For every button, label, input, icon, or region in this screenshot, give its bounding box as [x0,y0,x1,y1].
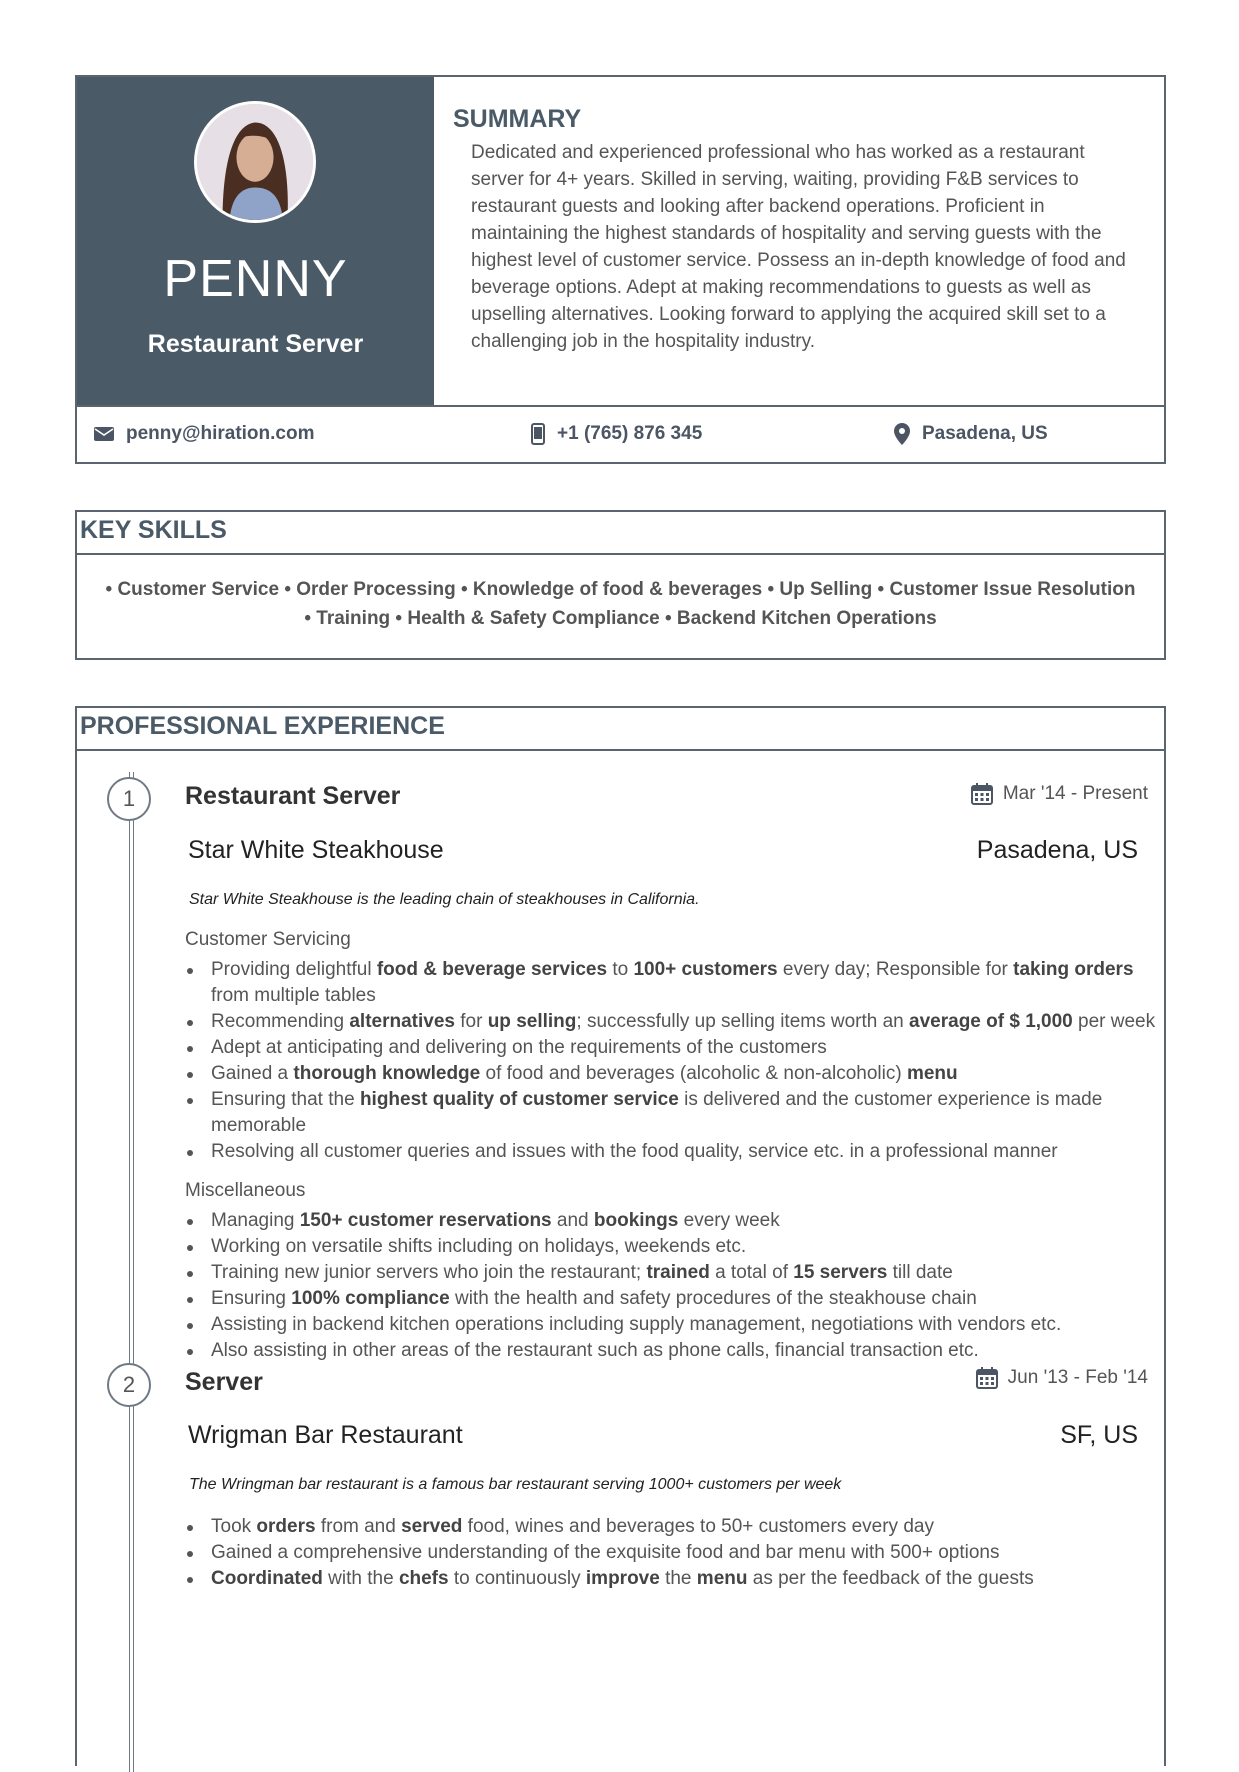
contact-phone[interactable] [531,423,702,445]
job-dates-text: Mar '14 - Present [1002,783,1148,804]
bullet-list [185,1514,1171,1592]
experience-section [75,706,1166,1766]
bullet-highlight: Coordinated [211,1568,323,1589]
job-number-badge: 1 [107,777,151,821]
bullet-highlight: 15 servers [793,1262,888,1283]
job-dates-text: Jun '13 - Feb '14 [1007,1367,1148,1388]
avatar [194,101,316,223]
bullet-group-heading: Customer Servicing [185,929,351,950]
bullet-item: Ensuring that the highest quality of customer service is delivered and the customer experience is made memorable [211,1087,1171,1139]
bullet-item: Ensuring 100% compliance with the health and safety procedures of the steakhouse chain [211,1286,1171,1312]
bullet-list [185,957,1171,1165]
bullet-highlight: orders [256,1516,316,1537]
bullet-item: Coordinated with the chefs to continuously improve the menu as per the feedback of the guests [211,1566,1171,1592]
bullet-highlight: 150+ customer reservations [299,1210,552,1231]
job-dates [976,1367,1148,1389]
key-skills-section [75,510,1166,660]
bullet-highlight: trained [646,1262,710,1283]
phone-text: +1 (765) 876 345 [557,423,703,444]
bullet-highlight: chefs [398,1568,449,1589]
bullet-item: Gained a thorough knowledge of food and beverages (alcoholic & non-alcoholic) menu [211,1061,1171,1087]
bullet-highlight: alternatives [349,1011,455,1032]
contact-location [894,423,1048,445]
header-card [75,75,1166,464]
profile-panel [77,77,434,405]
candidate-name: PENNY [163,250,348,308]
bullet-list [185,1208,1171,1364]
section-divider [77,749,1164,751]
summary-heading: SUMMARY [453,105,582,133]
key-skills-heading: KEY SKILLS [80,516,227,544]
map-pin-icon [894,423,910,445]
bullet-item: Took orders from and served food, wines and beverages to 50+ customers every day [211,1514,1171,1540]
location-text: Pasadena, US [922,423,1048,444]
job-role: Server [185,1368,263,1396]
bullet-item: Managing 150+ customer reservations and bookings every week [211,1208,1171,1234]
job-description: The Wringman bar restaurant is a famous bar restaurant serving 1000+ customers per week [189,1476,842,1493]
job-company: Star White Steakhouse [188,836,444,864]
timeline-line [129,772,134,1772]
bullet-highlight: bookings [593,1210,679,1231]
job-dates [971,783,1148,805]
bullet-highlight: highest quality of customer service [359,1089,679,1110]
bullet-item: Providing delightful food & beverage services to 100+ customers every day; Responsible for taking orders from multiple tables [211,957,1171,1009]
email-text: penny@hiration.com [126,423,315,444]
bullet-item: Also assisting in other areas of the restaurant such as phone calls, financial transaction etc. [211,1338,1171,1364]
bullet-highlight: improve [585,1568,660,1589]
bullet-item: Working on versatile shifts including on holidays, weekends etc. [211,1234,1171,1260]
skills-line-1: • Customer Service • Order Processing • Knowledge of food & beverages • Up Selling • Customer Issue Resolution [105,579,1136,600]
experience-heading: PROFESSIONAL EXPERIENCE [80,712,445,740]
bullet-highlight: 100% compliance [291,1288,450,1309]
bullet-highlight: food & beverage services [376,959,608,980]
job-location: SF, US [1060,1421,1138,1449]
calendar-icon [971,783,993,805]
calendar-icon [976,1367,998,1389]
contact-email[interactable] [94,423,315,445]
job-number-badge: 2 [107,1363,151,1407]
job-role: Restaurant Server [185,782,401,810]
bullet-highlight: menu [906,1063,958,1084]
bullet-highlight: menu [696,1568,748,1589]
summary-text: Dedicated and experienced professional who has worked as a restaurant server for 4+ years. Skilled in serving, waiting, providing F&B services to restaurant guests and looking after backend operations. Proficient in maintaining the highest standards of hospitality and serving guests with the highest level of customer service. Possess an in-depth knowledge of food and beverage options. Adept at making recommendations to guests as well as upselling alternatives. Looking forward to applying the acquired skill set to a challenging job in the hospitality industry. [471,142,1126,352]
section-divider [77,553,1164,555]
bullet-highlight: taking orders [1013,959,1134,980]
bullet-highlight: 100+ customers [633,959,778,980]
bullet-item: Assisting in backend kitchen operations including supply management, negotiations with vendors etc. [211,1312,1171,1338]
bullet-item: Adept at anticipating and delivering on the requirements of the customers [211,1035,1171,1061]
bullet-highlight: served [401,1516,463,1537]
bullet-highlight: thorough knowledge [293,1063,481,1084]
job-description: Star White Steakhouse is the leading chain of steakhouses in California. [189,891,700,908]
avatar-photo-icon [197,104,313,220]
bullet-highlight: average of $ 1,000 [909,1011,1073,1032]
skills-line-2: • Training • Health & Safety Compliance • Backend Kitchen Operations [304,608,937,629]
bullet-item: Recommending alternatives for up selling; successfully up selling items worth an average of $ 1,000 per week [211,1009,1171,1035]
bullet-item: Gained a comprehensive understanding of the exquisite food and bar menu with 500+ options [211,1540,1171,1566]
mobile-phone-icon [531,423,545,445]
contact-bar [77,405,1164,464]
bullet-highlight: up selling [487,1011,577,1032]
candidate-title: Restaurant Server [147,330,364,358]
job-location: Pasadena, US [976,836,1138,864]
envelope-icon [94,426,114,442]
bullet-group-heading: Miscellaneous [185,1180,306,1201]
bullet-item: Training new junior servers who join the restaurant; trained a total of 15 servers till date [211,1260,1171,1286]
bullet-item: Resolving all customer queries and issues with the food quality, service etc. in a professional manner [211,1139,1171,1165]
job-company: Wrigman Bar Restaurant [188,1421,463,1449]
